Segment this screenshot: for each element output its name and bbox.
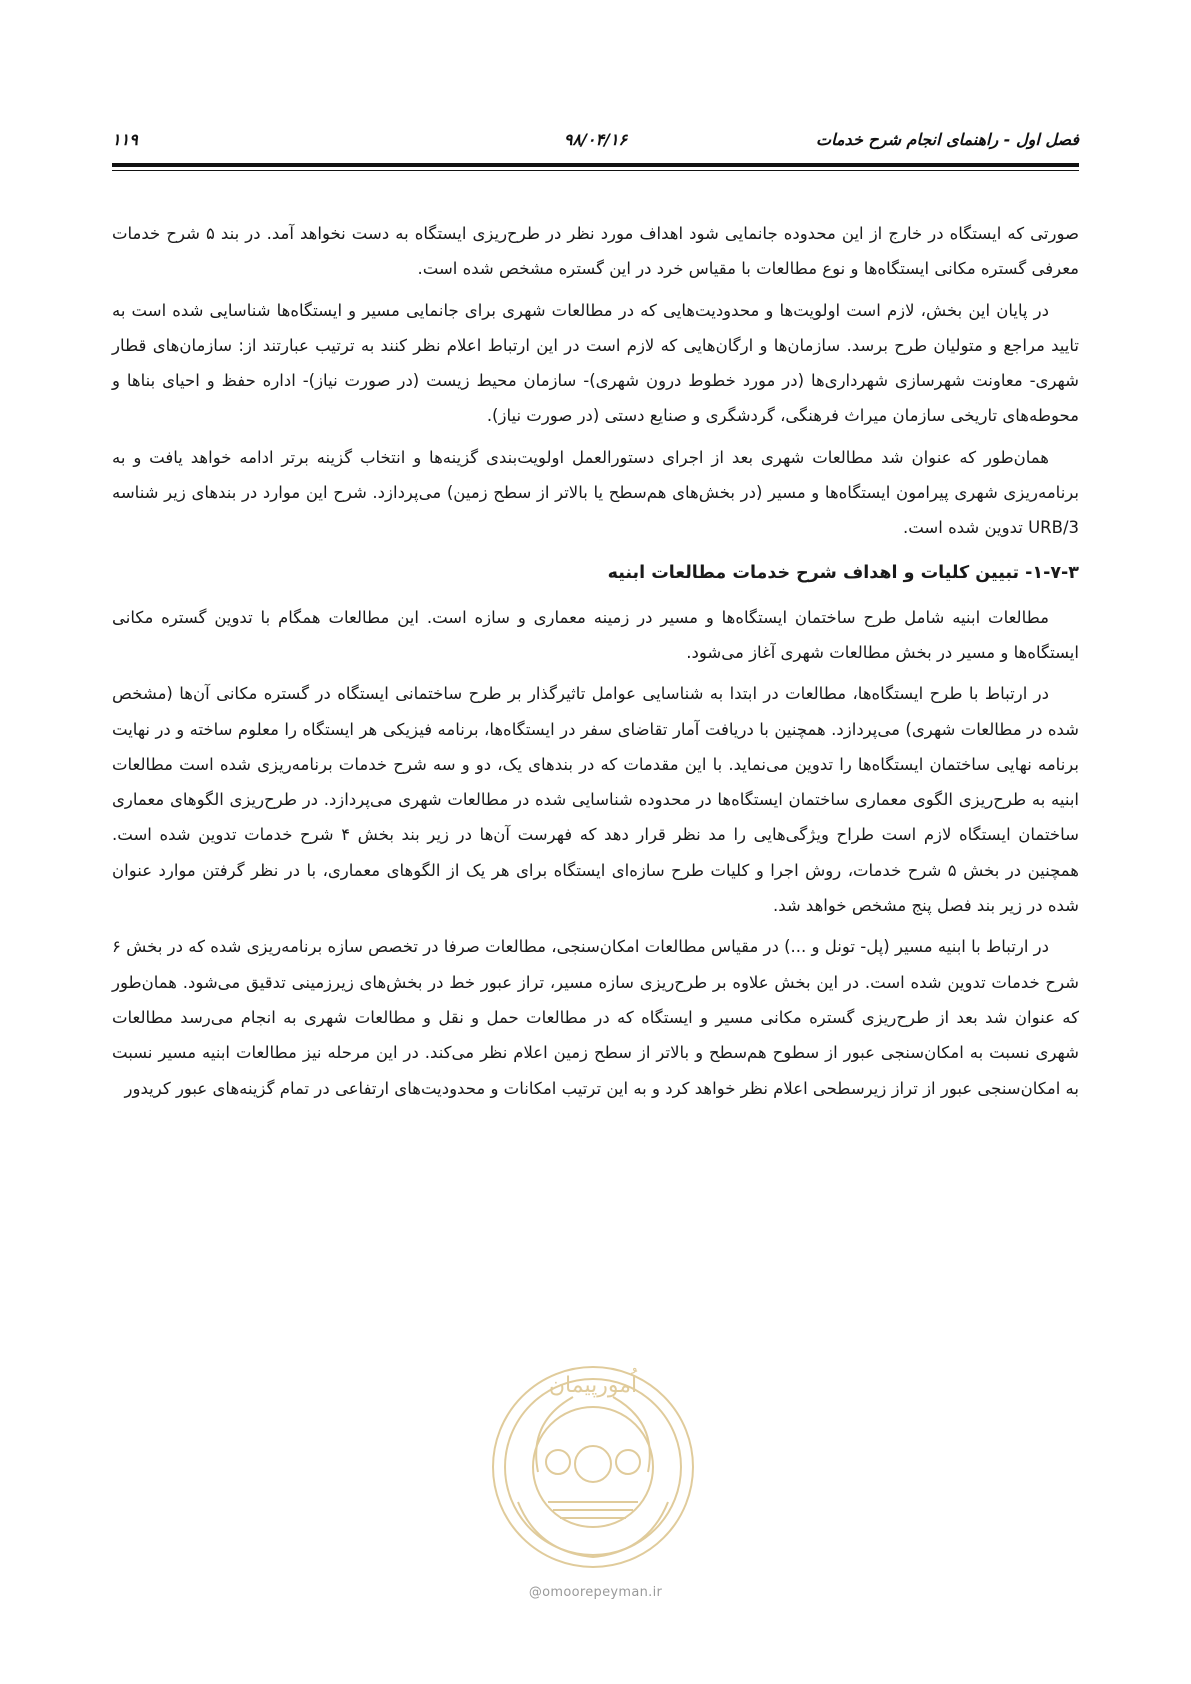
chapter-title: فصل اول - راهنمای انجام شرح خدمات [816,130,1079,149]
header-rule-thick [112,163,1079,167]
page-number: ۱۱۹ [112,130,138,149]
section-heading: ۱-۷-۳- تبیین کلیات و اهداف شرح خدمات مطالعات ابنیه [607,562,1079,583]
header-rule-thin [112,170,1079,171]
svg-text:اُمورپیمان: اُمورپیمان [548,1373,638,1398]
seal-watermark-icon [478,1352,708,1582]
paragraph: صورتی که ایستگاه در خارج از این محدوده جانمایی شود اهداف مورد نظر در طرح‌ریزی ایستگاه به دست نخواهد آمد. در بند ۵ شرح خدمات معرفی گستره مکانی ایستگاه‌ها و نوع مطالعات با مقیاس خرد در این گستره مشخص شده است. [112,224,1079,279]
paragraph: در ارتباط با طرح ایستگاه‌ها، مطالعات در ابتدا به شناسایی عوامل تاثیرگذار بر طرح ساختمانی ایستگاه در گستره مکانی آن‌ها (مشخص شده در مطالعات شهری) می‌پردازد. همچنین با دریافت آمار تقاضای سفر در ایستگاه‌ها، برنامه فیزیکی هر ایستگاه را معلوم ساخته و در نهایت برنامه نهایی ساختمان ایستگاه‌ها را تدوین می‌نماید. با این مقدمات که در بندهای یک، دو و سه شرح خدمات برنامه‌ریزی شده است مطالعات ابنیه به طرح‌ریزی الگوی معماری ساختمان ایستگاه‌ها در محدوده شناسایی شده در مطالعات شهری می‌پردازد. در طرح‌ریزی الگوهای معماری ساختمان ایستگاه لازم است طراح ویژگی‌هایی را مد نظر قرار دهد که فهرست آن‌ها در زیر بند بخش ۴ شرح خدمات تدوین شده است. همچنین در بخش ۵ شرح خدمات، روش اجرا و کلیات طرح سازه‌ای ایستگاه برای هر یک از الگوهای معماری، با در نظر گرفتن موارد عنوان شده در زیر بند فصل پنج مشخص خواهد شد. [112,684,1079,916]
paragraph: همان‌طور که عنوان شد مطالعات شهری بعد از اجرای دستورالعمل اولویت‌بندی گزینه‌ها و انتخاب گزینه برتر ادامه خواهد یافت و به برنامه‌ریزی شهری پیرامون ایستگاه‌ها و مسیر (در بخش‌های هم‌سطح یا بالاتر از سطح زمین) می‌پردازد. شرح این موارد در بندهای زیر شناسه URB/3 تدوین شده است. [112,447,1079,538]
page-header [112,128,1079,156]
watermark-url: @omoorepeyman.ir [528,1585,663,1600]
paragraph: در ارتباط با ابنیه مسیر (پل- تونل و ...) در مقیاس مطالعات امکان‌سنجی، مطالعات صرفا در تخصص سازه برنامه‌ریزی شده که در بخش ۶ شرح خدمات تدوین شده است. در این بخش علاوه بر طرح‌ریزی سازه مسیر، تراز عبور خط در بخش‌های زیرزمینی تدقیق می‌شود. همان‌طور که عنوان شد بعد از طرح‌ریزی گستره مکانی مسیر و ایستگاه که در مطالعات حمل و نقل و مطالعات شهری به انجام می‌رسد مطالعات شهری نسبت به امکان‌سنجی عبور از سطوح هم‌سطح و بالاتر از سطح زمین اعلام نظر می‌کند. در این مرحله نیز مطالعات ابنیه مسیر نسبت به امکان‌سنجی عبور از تراز زیرسطحی اعلام نظر خواهد کرد و به این ترتیب امکانات و محدودیت‌های ارتفاعی در تمام گزینه‌های عبور کریدور [112,937,1079,1098]
paragraph: مطالعات ابنیه شامل طرح ساختمان ایستگاه‌ها و مسیر در زمینه معماری و سازه است. این مطالعات همگام با تدوین گستره مکانی ایستگاه‌ها و مسیر در بخش مطالعات شهری آغاز می‌شود. [112,607,1079,662]
paragraph: در پایان این بخش، لازم است اولویت‌ها و محدودیت‌هایی که در مطالعات شهری برای جانمایی مسیر و ایستگاه‌ها شناسایی شده است به تایید مراجع و متولیان طرح برسد. سازمان‌ها و ارگان‌هایی که لازم است در این ارتباط اعلام نظر کنند به ترتیب عبارتند از: سازمان‌های قطار شهری- معاونت شهرسازی شهرداری‌ها (در مورد خطوط درون شهری)- سازمان محیط زیست (در صورت نیاز)- اداره حفظ و احیای بناها و محوطه‌های تاریخی سازمان میراث فرهنگی، گردشگری و صنایع دستی (در صورت نیاز). [112,300,1079,426]
header-date: ۹۸/۰۴/۱۶ [563,130,628,149]
body-text [112,216,1079,1112]
